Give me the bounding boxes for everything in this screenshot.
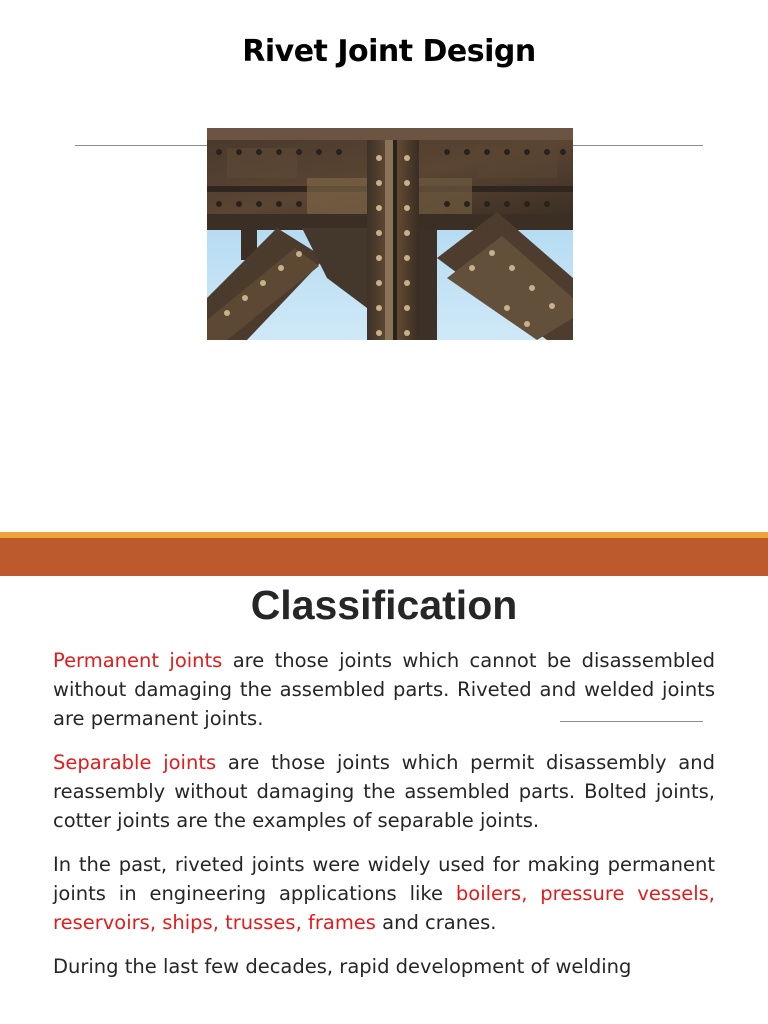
- riveted-steel-girder-image: [207, 128, 573, 340]
- paragraph-text: In the past, riveted joints were widely used for making permanent joints in engineering applications like: [53, 853, 715, 905]
- classification-heading: Classification: [250, 582, 518, 628]
- paragraph-welding-development: [53, 952, 715, 981]
- paragraph-separable-joints: [53, 748, 715, 835]
- classification-body: [53, 646, 715, 996]
- classification-section: [0, 576, 768, 1024]
- paragraph-text: are those joints which cannot be disassembled without damaging the assembled parts. Riveted and welded joints are permanent joints.: [53, 649, 715, 730]
- paragraph-riveted-history: [53, 850, 715, 937]
- paragraph-text: are those joints which permit disassembly and reassembly without damaging the assembled parts. Bolted joints, cotter joints are the examples of separable joints.: [53, 751, 715, 832]
- paragraph-permanent-joints: [53, 646, 715, 733]
- highlight-applications: boilers, pressure vessels, reservoirs, ships, trusses, frames: [53, 882, 715, 934]
- slide-title: Rivet Joint Design: [242, 34, 536, 69]
- paragraph-text: and cranes.: [375, 911, 497, 934]
- term-permanent-joints: Permanent joints: [53, 649, 223, 672]
- paragraph-text: During the last few decades, rapid development of welding: [53, 955, 632, 978]
- divider-band: [0, 538, 768, 576]
- term-separable-joints: Separable joints: [53, 751, 217, 774]
